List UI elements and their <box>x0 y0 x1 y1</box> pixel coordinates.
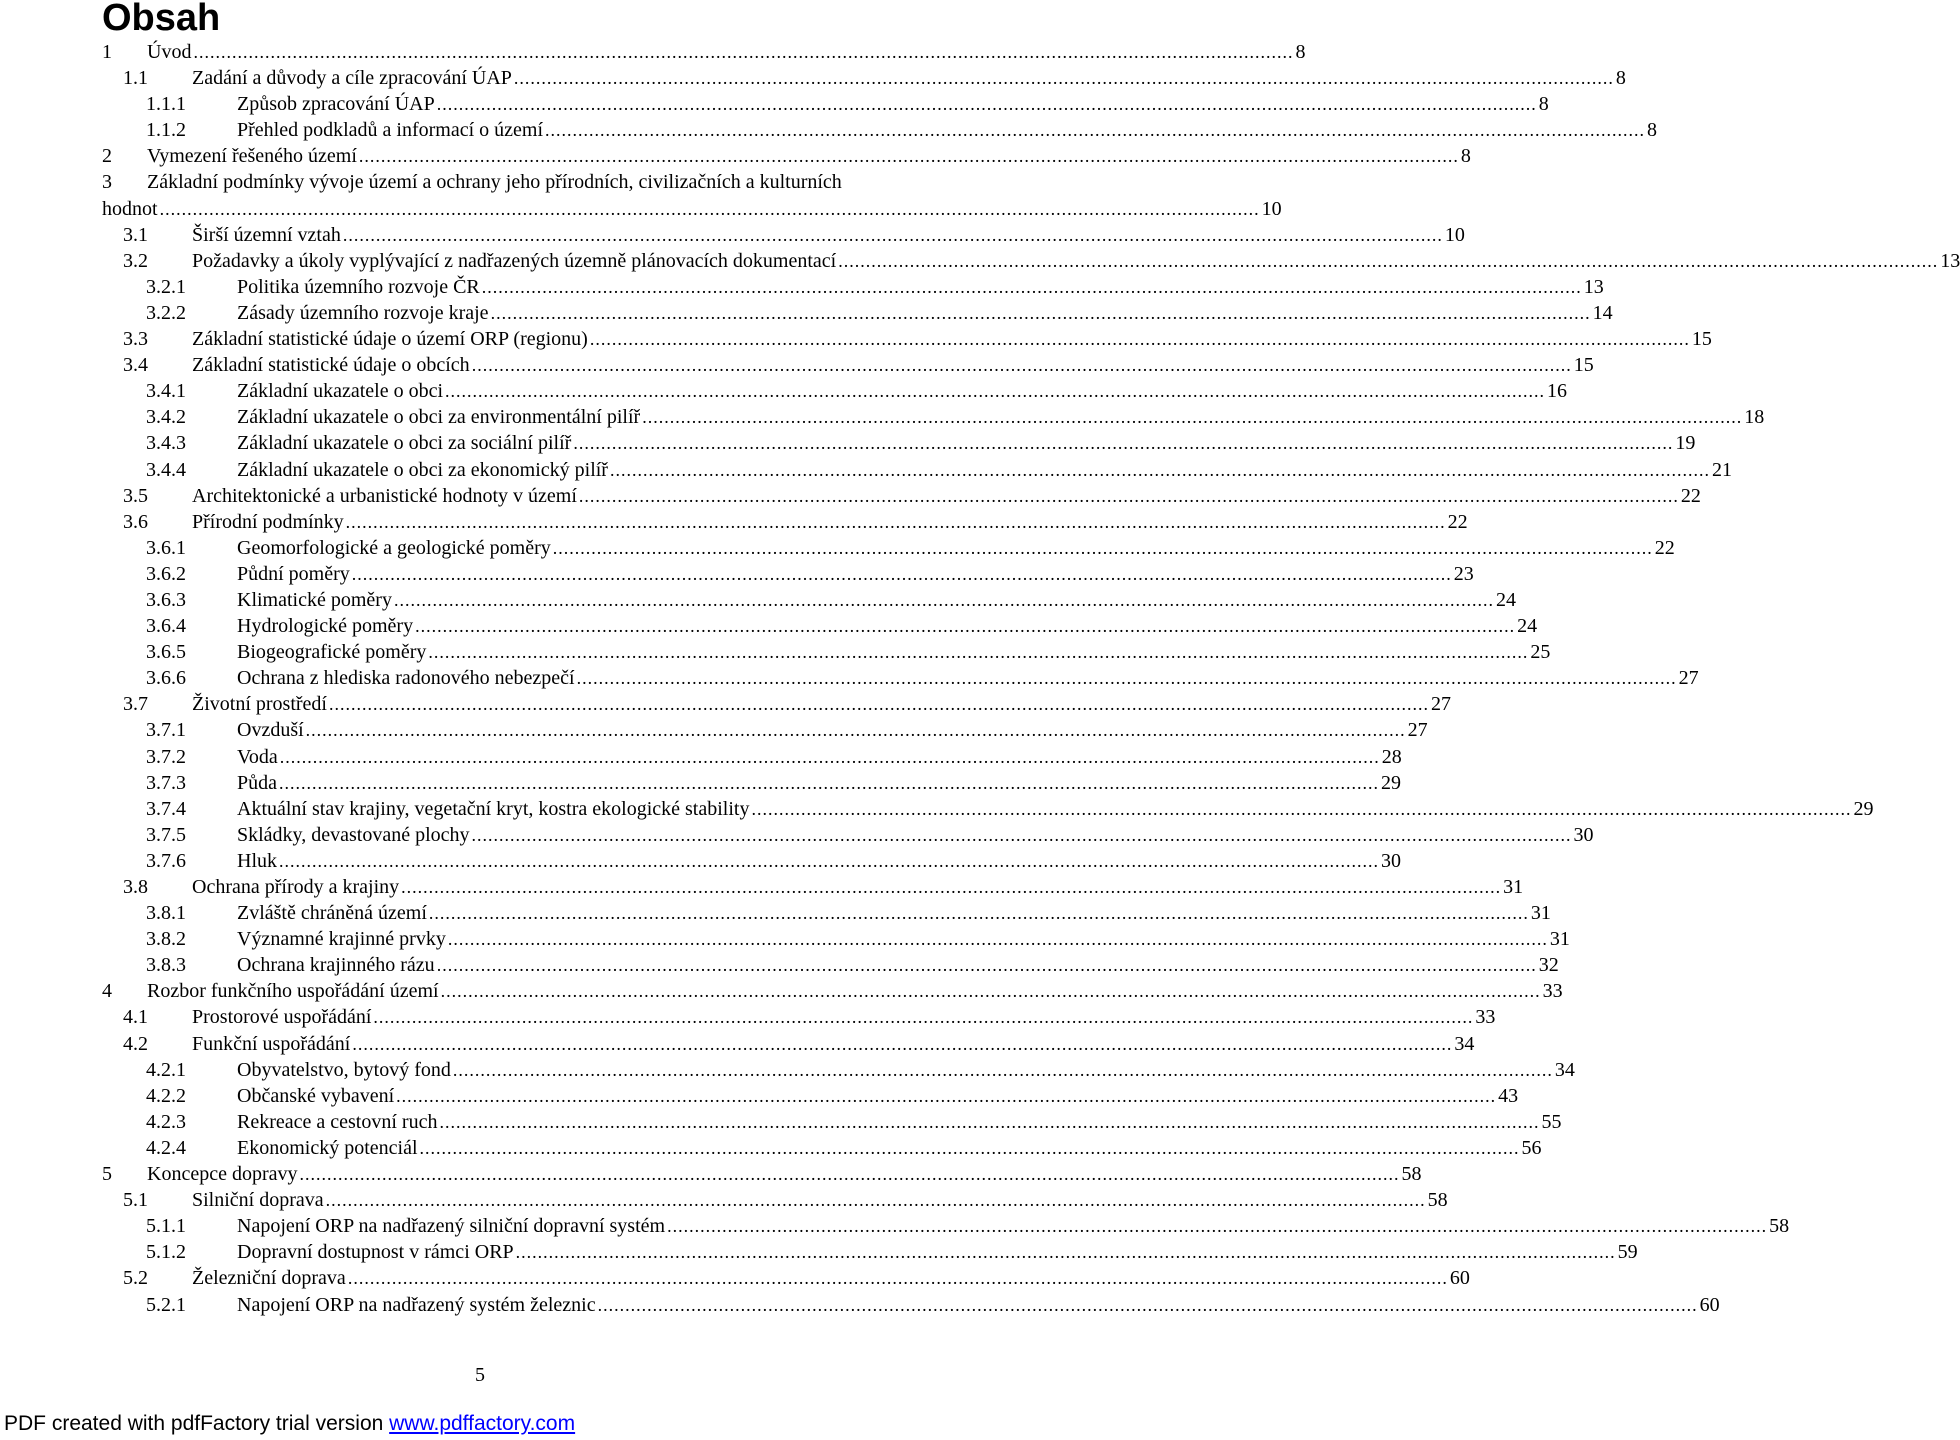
toc-entry-page: 15 <box>1573 354 1594 377</box>
toc-entry-title: Skládky, devastované plochy <box>237 823 470 846</box>
toc-entry[interactable] <box>102 1083 1519 1109</box>
toc-entry[interactable] <box>102 1004 1496 1030</box>
toc-entry-title: Úvod <box>147 41 192 63</box>
toc-entry-title: Klimatické poměry <box>237 588 392 611</box>
toc-dot-leader: ........................................................................................................................................................................................................ <box>667 1216 1768 1237</box>
toc-entry[interactable] <box>102 665 1699 691</box>
toc-dot-leader: ........................................................................................................................................................................................................ <box>471 355 1572 376</box>
toc-entry-number: 3.4 <box>123 354 148 377</box>
toc-entry-page: 27 <box>1430 693 1451 716</box>
toc-entry-title: Napojení ORP na nadřazený silniční dopravní systém <box>237 1215 666 1238</box>
toc-dot-leader: ........................................................................................................................................................................................................ <box>396 1085 1497 1106</box>
toc-entry[interactable] <box>102 613 1538 639</box>
toc-entry[interactable] <box>102 770 1401 796</box>
toc-entry-title: Ekonomický potenciál <box>237 1136 418 1159</box>
toc-entry-title: Ochrana z hlediska radonového nebezpečí <box>237 667 575 690</box>
toc-entry-number: 5.1 <box>123 1189 148 1212</box>
toc-entry-page: 27 <box>1407 719 1428 742</box>
toc-entry[interactable] <box>102 561 1474 587</box>
toc-dot-leader: ........................................................................................................................................................................................................ <box>838 250 1939 271</box>
toc-entry-page: 58 <box>1769 1215 1790 1238</box>
toc-entry-title: Základní podmínky vývoje území a ochrany jeho přírodních, civilizačních a kulturních <box>147 171 842 194</box>
toc-entry-title: Požadavky a úkoly vyplývající z nadřazených územně plánovacích dokumentací <box>192 249 837 272</box>
toc-entry-page: 13 <box>1583 275 1604 298</box>
toc-dot-leader: ........................................................................................................................................................................................................ <box>328 694 1429 715</box>
toc-entry[interactable] <box>102 326 1712 352</box>
toc-entry-title: Hluk <box>237 849 277 872</box>
toc-entry-title: Přehled podkladů a informací o území <box>237 119 544 142</box>
toc-entry-number: 1 <box>102 41 112 63</box>
toc-entry-title: Biogeografické poměry <box>237 641 427 664</box>
toc-entry-number: 3.6 <box>123 510 148 533</box>
toc-entry-title: Základní ukazatele o obci za sociální pilíř <box>237 432 572 455</box>
toc-entry-number: 3.4.4 <box>146 458 186 481</box>
toc-entry-title: hodnot <box>102 197 158 220</box>
toc-entry-title: Hydrologické poměry <box>237 615 414 638</box>
toc-entry[interactable] <box>102 1031 1475 1057</box>
toc-dot-leader: ........................................................................................................................................................................................................ <box>279 772 1379 793</box>
toc-entry-page: 33 <box>1542 980 1563 1003</box>
toc-entry-title: Základní ukazatele o obci za ekonomický pilíř <box>237 458 608 481</box>
toc-entry[interactable] <box>102 509 1468 535</box>
toc-entry-title: Geomorfologické a geologické poměry <box>237 536 551 559</box>
toc-entry-page: 55 <box>1541 1110 1562 1133</box>
toc-entry-title: Půdní poměry <box>237 562 350 585</box>
toc-entry-number: 3.6.2 <box>146 562 186 585</box>
toc-entry-number: 3.4.1 <box>146 380 186 403</box>
toc-entry[interactable] <box>102 587 1516 613</box>
toc-entry-title: Vymezení řešeného území <box>147 145 357 168</box>
toc-entry-number: 3.6.3 <box>146 588 186 611</box>
toc-entry-title: Občanské vybavení <box>237 1084 395 1107</box>
toc-dot-leader: ........................................................................................................................................................................................................ <box>545 120 1646 141</box>
toc-entry-title: Železniční doprava <box>192 1267 346 1290</box>
toc-dot-leader: ........................................................................................................................................................................................................ <box>445 381 1546 402</box>
toc-entry-title: Základní ukazatele o obci <box>237 380 444 403</box>
toc-entry-title: Ovzduší <box>237 719 304 742</box>
toc-entry-number: 3.2 <box>123 249 148 272</box>
toc-dot-leader: ........................................................................................................................................................................................................ <box>490 302 1591 323</box>
toc-entry[interactable] <box>102 117 1658 143</box>
toc-entry[interactable] <box>102 1239 1638 1265</box>
toc-entry-page: 33 <box>1475 1006 1496 1029</box>
toc-entry-page: 22 <box>1654 536 1675 559</box>
toc-entry-number: 3.5 <box>123 484 148 507</box>
toc-entry[interactable] <box>102 457 1732 483</box>
toc-entry-number: 3.8 <box>123 876 148 898</box>
toc-dot-leader: ........................................................................................................................................................................................................ <box>193 42 1294 62</box>
toc-entry[interactable] <box>102 91 1549 117</box>
toc-entry[interactable] <box>102 483 1701 509</box>
toc-dot-leader: ........................................................................................................................................................................................................ <box>751 798 1852 819</box>
toc-dot-leader: ........................................................................................................................................................................................................ <box>428 903 1529 924</box>
toc-entry-title: Rozbor funkčního uspořádání území <box>147 980 439 1003</box>
toc-entry-page: 8 <box>1615 67 1626 90</box>
toc-dot-leader: ........................................................................................................................................................................................................ <box>415 616 1516 637</box>
toc-entry-title: Základní ukazatele o obci za environmentální pilíř <box>237 406 641 429</box>
toc-entry[interactable] <box>102 900 1551 926</box>
toc-entry-title: Životní prostředí <box>192 693 327 716</box>
toc-entry-page: 19 <box>1675 432 1696 455</box>
toc-entry-title: Funkční uspořádání <box>192 1032 351 1055</box>
toc-entry[interactable] <box>102 378 1568 404</box>
toc-entry-number: 4.2.1 <box>146 1058 186 1081</box>
toc-dot-leader: ........................................................................................................................................................................................................ <box>471 824 1572 845</box>
toc-entry-page: 56 <box>1521 1136 1542 1159</box>
toc-entry-page: 34 <box>1454 1032 1475 1055</box>
toc-dot-leader: ........................................................................................................................................................................................................ <box>345 511 1446 532</box>
toc-entry-number: 3.6.1 <box>146 536 186 559</box>
toc-dot-leader: ........................................................................................................................................................................................................ <box>347 1268 1448 1289</box>
table-of-contents <box>102 39 1960 1318</box>
toc-entry-page: 8 <box>1295 41 1306 63</box>
toc-entry-page: 34 <box>1554 1058 1575 1081</box>
toc-dot-leader: ........................................................................................................................................................................................................ <box>325 1190 1426 1211</box>
toc-entry-title: Aktuální stav krajiny, vegetační kryt, kostra ekologické stability <box>237 797 750 820</box>
toc-entry-number: 1.1.2 <box>146 119 186 142</box>
toc-entry[interactable] <box>102 744 1402 770</box>
toc-entry-page: 22 <box>1680 484 1701 507</box>
toc-entry[interactable] <box>102 1057 1575 1083</box>
toc-entry-page: 58 <box>1427 1189 1448 1212</box>
toc-entry-number: 3.4.2 <box>146 406 186 429</box>
toc-entry[interactable] <box>102 639 1551 665</box>
toc-entry-page: 8 <box>1460 145 1471 168</box>
toc-dot-leader: ........................................................................................................................................................................................................ <box>552 537 1653 558</box>
toc-entry-number: 3.7.5 <box>146 823 186 846</box>
toc-entry[interactable] <box>102 1292 1720 1318</box>
toc-entry-page: 23 <box>1453 562 1474 585</box>
toc-entry[interactable] <box>102 1109 1562 1135</box>
toc-dot-leader: ........................................................................................................................................................................................................ <box>342 224 1443 245</box>
toc-entry-page: 29 <box>1853 797 1874 820</box>
toc-entry-number: 4.2.4 <box>146 1136 186 1159</box>
toc-entry-number: 4.2.2 <box>146 1084 186 1107</box>
toc-entry[interactable] <box>102 222 1465 248</box>
toc-entry[interactable] <box>102 796 1874 822</box>
toc-entry-title: Významné krajinné prvky <box>237 928 446 951</box>
toc-entry-title: Voda <box>237 745 278 768</box>
toc-entry-title: Obyvatelstvo, bytový fond <box>237 1058 451 1081</box>
toc-entry-number: 4 <box>102 980 112 1003</box>
toc-entry[interactable] <box>102 65 1626 91</box>
toc-dot-leader: ........................................................................................................................................................................................................ <box>419 1137 1520 1158</box>
toc-entry[interactable] <box>102 430 1696 456</box>
toc-entry-number: 3.7.4 <box>146 797 186 820</box>
toc-entry-page: 60 <box>1699 1293 1720 1316</box>
toc-entry-number: 3 <box>102 171 112 194</box>
toc-entry-title: Přírodní podmínky <box>192 510 344 533</box>
toc-entry[interactable] <box>102 196 1282 222</box>
toc-entry-page: 8 <box>1647 119 1658 142</box>
toc-dot-leader: ........................................................................................................................................................................................................ <box>452 1059 1553 1080</box>
page-title: Obsah <box>102 0 221 39</box>
toc-dot-leader: ........................................................................................................................................................................................................ <box>436 94 1537 115</box>
toc-entry-number: 2 <box>102 145 112 168</box>
toc-entry-title: Dopravní dostupnost v rámci ORP <box>237 1241 514 1264</box>
toc-entry-page: 14 <box>1592 301 1613 324</box>
toc-entry-page: 13 <box>1940 249 1960 272</box>
toc-entry-title: Prostorové uspořádání <box>192 1006 372 1029</box>
toc-entry-page: 15 <box>1691 328 1712 351</box>
toc-entry-page: 24 <box>1517 615 1538 638</box>
toc-entry-page: 27 <box>1678 667 1699 690</box>
toc-entry-title: Půda <box>237 771 277 794</box>
toc-entry-page: 31 <box>1503 876 1524 898</box>
toc-entry[interactable] <box>102 848 1401 874</box>
toc-entry[interactable] <box>102 535 1675 561</box>
toc-entry-number: 3.7.1 <box>146 719 186 742</box>
toc-dot-leader: ........................................................................................................................................................................................................ <box>436 955 1537 976</box>
toc-entry-number: 3.6.4 <box>146 615 186 638</box>
toc-entry[interactable] <box>102 1213 1790 1239</box>
toc-entry[interactable] <box>102 274 1604 300</box>
toc-entry-title: Základní statistické údaje o obcích <box>192 354 470 377</box>
toc-entry[interactable] <box>102 169 960 195</box>
toc-entry[interactable] <box>102 926 1570 952</box>
toc-entry-number: 4.2.3 <box>146 1110 186 1133</box>
footer-text: PDF created with pdfFactory trial version <box>4 1412 390 1435</box>
toc-entry-title: Silniční doprava <box>192 1189 324 1212</box>
toc-entry-number: 5.1.1 <box>146 1215 186 1238</box>
toc-entry-title: Zvláště chráněná území <box>237 902 427 925</box>
toc-entry-title: Základní statistické údaje o území ORP (regionu) <box>192 328 588 351</box>
toc-dot-leader: ........................................................................................................................................................................................................ <box>305 720 1406 741</box>
toc-dot-leader: ........................................................................................................................................................................................................ <box>513 68 1614 89</box>
toc-entry[interactable] <box>102 1265 1470 1291</box>
toc-entry-page: 28 <box>1381 745 1402 768</box>
toc-dot-leader: ........................................................................................................................................................................................................ <box>352 1033 1453 1054</box>
toc-entry[interactable] <box>102 1187 1448 1213</box>
toc-dot-leader: ........................................................................................................................................................................................................ <box>393 589 1494 610</box>
toc-entry-number: 3.7.2 <box>146 745 186 768</box>
toc-entry-page: 58 <box>1401 1163 1422 1186</box>
toc-entry-title: Architektonické a urbanistické hodnoty v území <box>192 484 577 507</box>
toc-entry-page: 18 <box>1744 406 1765 429</box>
toc-entry-title: Způsob zpracování ÚAP <box>237 93 435 116</box>
footer-link[interactable]: www.pdffactory.com <box>389 1412 576 1435</box>
toc-entry-number: 3.6.5 <box>146 641 186 664</box>
toc-entry-title: Napojení ORP na nadřazený systém železnic <box>237 1293 596 1316</box>
toc-entry-number: 3.4.3 <box>146 432 186 455</box>
toc-entry-page: 25 <box>1530 641 1551 664</box>
toc-dot-leader: ........................................................................................................................................................................................................ <box>373 1007 1474 1028</box>
toc-entry[interactable] <box>102 352 1594 378</box>
toc-dot-leader: ........................................................................................................................................................................................................ <box>279 746 1380 767</box>
toc-entry-title: Zásady územního rozvoje kraje <box>237 301 489 324</box>
toc-entry-number: 3.7.3 <box>146 771 186 794</box>
toc-entry-title: Ochrana přírody a krajiny <box>192 876 400 898</box>
toc-dot-leader: ........................................................................................................................................................................................................ <box>299 1164 1400 1185</box>
toc-entry[interactable] <box>102 39 1306 65</box>
toc-entry-title: Koncepce dopravy <box>147 1163 298 1186</box>
toc-entry[interactable] <box>102 874 1524 900</box>
toc-entry[interactable] <box>102 717 1428 743</box>
toc-entry-number: 5.1.2 <box>146 1241 186 1264</box>
toc-entry-page: 10 <box>1444 223 1465 246</box>
toc-dot-leader: ........................................................................................................................................................................................................ <box>401 877 1502 897</box>
pdf-footer <box>4 1410 575 1438</box>
toc-dot-leader: ........................................................................................................................................................................................................ <box>481 276 1582 297</box>
toc-entry-page: 31 <box>1530 902 1551 925</box>
toc-entry-page: 24 <box>1495 588 1516 611</box>
toc-entry-page: 21 <box>1711 458 1732 481</box>
toc-dot-leader: ........................................................................................................................................................................................................ <box>573 433 1674 454</box>
toc-entry-number: 3.2.1 <box>146 275 186 298</box>
toc-dot-leader: ........................................................................................................................................................................................................ <box>358 146 1459 167</box>
toc-entry[interactable] <box>102 300 1613 326</box>
toc-dot-leader: ........................................................................................................................................................................................................ <box>279 850 1379 871</box>
toc-entry[interactable] <box>102 404 1765 430</box>
toc-dot-leader: ........................................................................................................................................................................................................ <box>428 642 1529 663</box>
toc-dot-leader: ........................................................................................................................................................................................................ <box>440 981 1541 1002</box>
toc-entry-title: Širší územní vztah <box>192 223 341 246</box>
toc-dot-leader: ........................................................................................................................................................................................................ <box>447 929 1548 950</box>
toc-dot-leader: ........................................................................................................................................................................................................ <box>642 407 1743 428</box>
toc-entry-number: 4.1 <box>123 1006 148 1029</box>
toc-dot-leader: ........................................................................................................................................................................................................ <box>576 668 1677 689</box>
toc-entry-number: 3.8.1 <box>146 902 186 925</box>
toc-entry-title: Politika územního rozvoje ČR <box>237 275 480 298</box>
toc-entry-page: 22 <box>1447 510 1468 533</box>
toc-dot-leader: ........................................................................................................................................................................................................ <box>589 329 1690 350</box>
toc-dot-leader: ........................................................................................................................................................................................................ <box>351 563 1452 584</box>
toc-entry-page: 10 <box>1261 197 1282 220</box>
toc-dot-leader: ........................................................................................................................................................................................................ <box>159 198 1260 219</box>
toc-entry-number: 5 <box>102 1163 112 1186</box>
toc-entry-number: 5.2 <box>123 1267 148 1290</box>
toc-entry-number: 1.1.1 <box>146 93 186 116</box>
toc-entry-number: 4.2 <box>123 1032 148 1055</box>
toc-entry-number: 3.8.3 <box>146 954 186 977</box>
toc-entry-number: 3.7 <box>123 693 148 716</box>
toc-entry-page: 59 <box>1617 1241 1638 1264</box>
toc-entry-page: 16 <box>1547 380 1568 403</box>
toc-entry-number: 3.3 <box>123 328 148 351</box>
toc-entry[interactable] <box>102 248 1960 274</box>
toc-entry[interactable] <box>102 1135 1542 1161</box>
toc-entry-number: 3.2.2 <box>146 301 186 324</box>
toc-dot-leader: ........................................................................................................................................................................................................ <box>515 1242 1616 1263</box>
toc-entry-number: 5.2.1 <box>146 1293 186 1316</box>
toc-dot-leader: ........................................................................................................................................................................................................ <box>439 1111 1540 1132</box>
toc-entry-page: 32 <box>1538 954 1559 977</box>
toc-entry-page: 31 <box>1549 928 1570 951</box>
toc-entry-page: 60 <box>1449 1267 1470 1290</box>
toc-entry-page: 30 <box>1381 849 1401 872</box>
toc-entry[interactable] <box>102 1161 1422 1187</box>
toc-entry-title: Ochrana krajinného rázu <box>237 954 435 977</box>
toc-entry[interactable] <box>102 143 1471 169</box>
toc-entry-number: 1.1 <box>123 67 148 90</box>
toc-entry[interactable] <box>102 978 1563 1004</box>
toc-entry-page: 30 <box>1573 823 1594 846</box>
toc-entry-number: 3.8.2 <box>146 928 186 951</box>
toc-entry-title: Zadání a důvody a cíle zpracování ÚAP <box>192 67 512 90</box>
toc-dot-leader: ........................................................................................................................................................................................................ <box>609 459 1710 480</box>
page-number: 5 <box>475 1364 485 1386</box>
toc-entry-page: 43 <box>1498 1084 1519 1107</box>
toc-entry-title: Rekreace a cestovní ruch <box>237 1110 438 1133</box>
toc-entry[interactable] <box>102 822 1594 848</box>
toc-dot-leader: ........................................................................................................................................................................................................ <box>597 1294 1698 1315</box>
toc-dot-leader: ........................................................................................................................................................................................................ <box>578 485 1679 506</box>
toc-entry[interactable] <box>102 952 1559 978</box>
toc-entry-page: 8 <box>1538 93 1549 116</box>
toc-entry-number: 3.7.6 <box>146 849 186 872</box>
toc-entry[interactable] <box>102 691 1451 717</box>
toc-entry-number: 3.6.6 <box>146 667 186 690</box>
toc-entry-page: 29 <box>1381 771 1401 794</box>
toc-entry-number: 3.1 <box>123 223 148 246</box>
